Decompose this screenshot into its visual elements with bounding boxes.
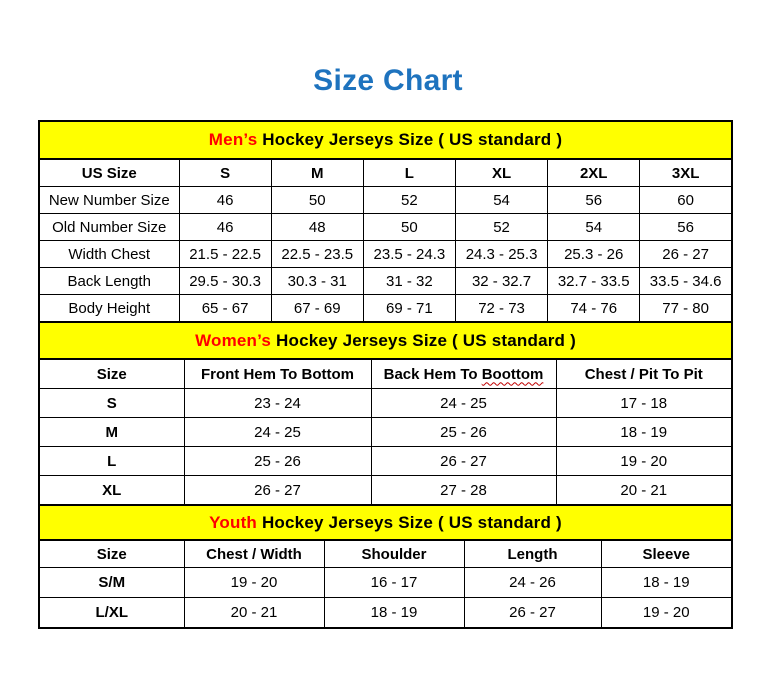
cell: 23 - 24 bbox=[184, 389, 371, 418]
mens-section-header-row bbox=[39, 121, 732, 159]
cell: 24.3 - 25.3 bbox=[455, 241, 547, 268]
table-row bbox=[39, 598, 732, 629]
cell: 18 - 19 bbox=[601, 568, 732, 598]
cell: 67 - 69 bbox=[271, 295, 363, 323]
misspelled-word: Boottom bbox=[481, 365, 544, 383]
table-row bbox=[39, 389, 732, 418]
womens-section-title: Hockey Jerseys Size ( US standard ) bbox=[271, 330, 576, 350]
col-header-back-hem-text: Back Hem To bbox=[383, 365, 482, 383]
mens-section-highlight: Men’s bbox=[208, 130, 258, 149]
cell: 46 bbox=[179, 214, 271, 241]
cell: 17 - 18 bbox=[556, 389, 732, 418]
cell: 25 - 26 bbox=[184, 447, 371, 476]
cell: 18 - 19 bbox=[324, 598, 464, 629]
cell: 20 - 21 bbox=[184, 598, 324, 629]
row-label: New Number Size bbox=[39, 187, 179, 214]
mens-size-table bbox=[38, 120, 733, 323]
row-label: S/M bbox=[39, 568, 184, 598]
womens-section-highlight: Women’s bbox=[195, 330, 272, 350]
col-header-chest: Chest / Pit To Pit bbox=[556, 359, 732, 389]
cell: 54 bbox=[548, 214, 640, 241]
cell: 24 - 25 bbox=[371, 389, 556, 418]
col-header-m: M bbox=[271, 159, 363, 187]
col-header-2xl: 2XL bbox=[548, 159, 640, 187]
cell: 56 bbox=[548, 187, 640, 214]
cell: 46 bbox=[179, 187, 271, 214]
table-row bbox=[39, 268, 732, 295]
cell: 48 bbox=[271, 214, 363, 241]
cell: 19 - 20 bbox=[556, 447, 732, 476]
col-header-xl: XL bbox=[455, 159, 547, 187]
cell: 30.3 - 31 bbox=[271, 268, 363, 295]
cell: 16 - 17 bbox=[324, 568, 464, 598]
cell: 33.5 - 34.6 bbox=[640, 268, 732, 295]
cell: 25.3 - 26 bbox=[548, 241, 640, 268]
row-label: L bbox=[39, 447, 184, 476]
youth-section-header bbox=[39, 505, 732, 540]
cell: 50 bbox=[363, 214, 455, 241]
row-label: Width Chest bbox=[39, 241, 179, 268]
cell: 26 - 27 bbox=[464, 598, 601, 629]
size-tables bbox=[38, 120, 733, 629]
youth-size-table bbox=[38, 504, 733, 629]
row-label: Old Number Size bbox=[39, 214, 179, 241]
cell: 65 - 67 bbox=[179, 295, 271, 323]
cell: 69 - 71 bbox=[363, 295, 455, 323]
cell: 26 - 27 bbox=[184, 476, 371, 506]
cell: 56 bbox=[640, 214, 732, 241]
table-row bbox=[39, 418, 732, 447]
table-row bbox=[39, 476, 732, 506]
cell: 54 bbox=[455, 187, 547, 214]
table-row bbox=[39, 295, 732, 323]
row-label: XL bbox=[39, 476, 184, 506]
cell: 31 - 32 bbox=[363, 268, 455, 295]
table-row bbox=[39, 447, 732, 476]
cell: 52 bbox=[363, 187, 455, 214]
cell: 19 - 20 bbox=[184, 568, 324, 598]
cell: 32.7 - 33.5 bbox=[548, 268, 640, 295]
col-header-length: Length bbox=[464, 540, 601, 568]
cell: 29.5 - 30.3 bbox=[179, 268, 271, 295]
page-title: Size Chart bbox=[313, 64, 463, 97]
col-header-s: S bbox=[179, 159, 271, 187]
cell: 26 - 27 bbox=[640, 241, 732, 268]
cell: 21.5 - 22.5 bbox=[179, 241, 271, 268]
mens-column-header-row bbox=[39, 159, 732, 187]
cell: 72 - 73 bbox=[455, 295, 547, 323]
cell: 50 bbox=[271, 187, 363, 214]
youth-column-header-row bbox=[39, 540, 732, 568]
row-label: L/XL bbox=[39, 598, 184, 629]
youth-section-header-row bbox=[39, 505, 732, 540]
cell: 18 - 19 bbox=[556, 418, 732, 447]
col-header-us-size: US Size bbox=[39, 159, 179, 187]
womens-section-header bbox=[39, 322, 732, 359]
row-label: Body Height bbox=[39, 295, 179, 323]
cell: 23.5 - 24.3 bbox=[363, 241, 455, 268]
col-header-3xl: 3XL bbox=[640, 159, 732, 187]
col-header-l: L bbox=[363, 159, 455, 187]
womens-section-header-row bbox=[39, 322, 732, 359]
col-header-size: Size bbox=[39, 540, 184, 568]
col-header-size: Size bbox=[39, 359, 184, 389]
cell: 24 - 26 bbox=[464, 568, 601, 598]
table-row bbox=[39, 241, 732, 268]
cell: 27 - 28 bbox=[371, 476, 556, 506]
col-header-shoulder: Shoulder bbox=[324, 540, 464, 568]
womens-column-header-row bbox=[39, 359, 732, 389]
cell: 20 - 21 bbox=[556, 476, 732, 506]
col-header-chest-width: Chest / Width bbox=[184, 540, 324, 568]
table-row bbox=[39, 214, 732, 241]
cell: 77 - 80 bbox=[640, 295, 732, 323]
row-label: S bbox=[39, 389, 184, 418]
youth-section-title: Hockey Jerseys Size ( US standard ) bbox=[257, 512, 562, 532]
mens-section-title: Hockey Jerseys Size ( US standard ) bbox=[257, 130, 563, 149]
cell: 24 - 25 bbox=[184, 418, 371, 447]
cell: 74 - 76 bbox=[548, 295, 640, 323]
cell: 19 - 20 bbox=[601, 598, 732, 629]
cell: 25 - 26 bbox=[371, 418, 556, 447]
cell: 52 bbox=[455, 214, 547, 241]
cell: 60 bbox=[640, 187, 732, 214]
table-row bbox=[39, 568, 732, 598]
mens-section-header bbox=[39, 121, 732, 159]
row-label: M bbox=[39, 418, 184, 447]
youth-section-highlight: Youth bbox=[209, 512, 258, 532]
col-header-back-hem bbox=[371, 359, 556, 389]
col-header-front-hem: Front Hem To Bottom bbox=[184, 359, 371, 389]
cell: 22.5 - 23.5 bbox=[271, 241, 363, 268]
table-row bbox=[39, 187, 732, 214]
col-header-sleeve: Sleeve bbox=[601, 540, 732, 568]
cell: 32 - 32.7 bbox=[455, 268, 547, 295]
womens-size-table bbox=[38, 321, 733, 506]
row-label: Back Length bbox=[39, 268, 179, 295]
cell: 26 - 27 bbox=[371, 447, 556, 476]
